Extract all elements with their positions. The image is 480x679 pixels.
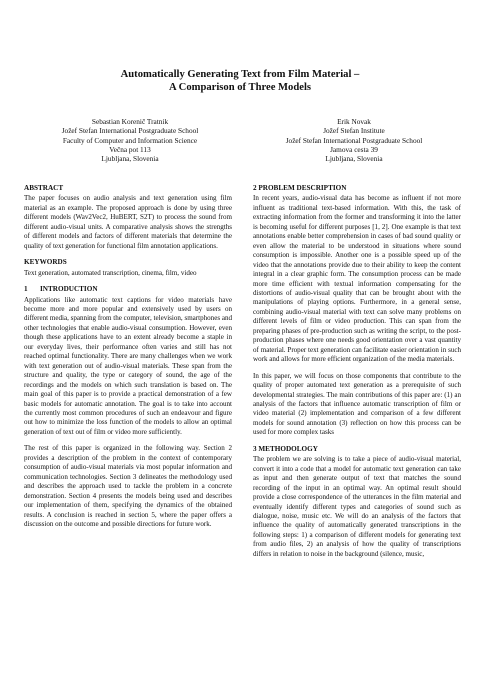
paper-title [0, 68, 480, 94]
author-affiliation: Jožef Stefan Institute [323, 126, 385, 136]
title-line-1: Automatically Generating Text from Film Material – [120, 69, 360, 80]
section-number: 1 [24, 285, 28, 294]
problem-paragraph-2: In this paper, we will focus on those components that contribute to the quality of proper automated text generation as a prerequisite of such developmental strategies. The main contributions of this paper are: (1) an analysis of the factors that influence automatic transcription of film or video material (2) implementation and comparison of a few different models for sound annotation (3) reflection on how this process can be used for more complex tasks [253, 371, 461, 437]
author-affiliation: Faculty of Computer and Information Science [62, 135, 198, 145]
abstract-text: The paper focuses on audio analysis and text generation using film material as an example. The proposed approach is done by using three different models (Wav2Vec2, HuBERT, S2T) to process the sound from different audio-visual units. A comparative analysis shows the strengths of different models and factors of different materials that determine the quality of text generation for functional film annotation applications. [24, 194, 232, 250]
author-city: Ljubljana, Slovenia [325, 154, 383, 164]
author-1 [20, 117, 240, 163]
problem-paragraph-1: In recent years, audio-visual data has become as influent if not more influent as traditional text-based information. With this, the task of extracting information from the former and transforming it into the latter is becoming useful for different purposes [1, 2]. One example is that text annotations enable better comprehension in cases of bad sound quality or even allow the material to be understood in situations where sound consumption is impossible. Another one is a possible speed up of the video that the annotations provide due to their ability to keep the content integral in a clear graphic form. The consumption process can be made more time efficient with textual information compensating for the distortions of audio-visual quality that can be brought about with the manipulations of playing options. Furthermore, in a general sense, combining audio-visual material with text can solve many problems on different levels of film or video production. This can span from the preparing phases of pre-production such as writing the script, to the post-production phases where one needs good orientation over a vast quantity of material. Proper text generation can facilitate easier orientation in such work and allows for more efficient organization of the media materials. [253, 194, 461, 364]
intro-paragraph-1: Applications like automatic text captions for video materials have become more and more popular and extensively used by users on different media, spanning from the computer, television, smartphones and other technologies that enable audio-visual consumption. However, even though these applications have to an extent already become a staple in our everyday lives, their performance often varies and still has not reached optimal functionality. There are many challenges when we work with text generation out of audio-visual materials. These span from the structure and quality, the type or category of sound, the age of the recordings and the models on which such translation is based on. The main goal of this paper is to provide a practical demonstration of a few basic models for automatic annotation. The goal is to take into account the currently most common procedures of such an endeavour and figure out how to minimize the loss function of the models to allow an optimal generation of text out of film or video more sufficiently. [24, 295, 233, 436]
author-name: Sebastian Korenič Tratnik [91, 117, 169, 126]
methodology-heading: 3 METHODOLOGY [253, 444, 318, 453]
section-title: INTRODUCTION [40, 285, 98, 294]
author-affiliation: Jožef Stefan International Postgraduate School [61, 126, 199, 136]
title-line-2: A Comparison of Three Models [168, 82, 312, 93]
keywords-heading: KEYWORDS [24, 258, 67, 267]
right-column [253, 184, 461, 559]
keywords-text: Text generation, automated transcription, cinema, film, video [24, 268, 197, 277]
problem-description-heading: 2 PROBLEM DESCRIPTION [253, 184, 347, 192]
author-address: Večna pot 113 [109, 144, 151, 154]
intro-paragraph-2: The rest of this paper is organized in the following way. Section 2 provides a description of the problem in the context of contemporary consumption of audio-visual materials via most popular information and communication technologies. Section 3 delineates the methodology used and describes the approach used to tackle the problem in a concrete demonstration. Section 4 presents the models being used and describes our implementation of them, specifying the dynamics of the obtained results. A conclusion is reached in section 5, where the paper offers a discussion on the outcome and possible directions for future work. [24, 444, 232, 528]
author-address: Jamova cesta 39 [330, 144, 378, 154]
introduction-heading [24, 285, 232, 294]
author-2 [244, 117, 464, 163]
author-affiliation: Jožef Stefan International Postgraduate School [285, 135, 423, 145]
abstract-heading: ABSTRACT [24, 184, 64, 192]
left-column [24, 184, 232, 529]
methodology-paragraph-1: The problem we are solving is to take a piece of audio-visual material, convert it into a code that a model for automatic text generation can take as input and then generate output of text that matches the sound recording of the input in an optimal way. An optimal result should provide a close correspondence of the utterances in the film material and eventually identify different types and categories of sound such as dialogue, noise, music etc. We will do an analysis of the factors that influence the quality of automatically generated transcriptions in the following steps: 1) a comparison of different models for generating text from audio files, 2) an analysis of how the quality of transcriptions differs in relation to noise in the background (silence, music, [253, 455, 461, 558]
author-name: Erik Novak [337, 117, 371, 126]
author-city: Ljubljana, Slovenia [101, 154, 159, 164]
